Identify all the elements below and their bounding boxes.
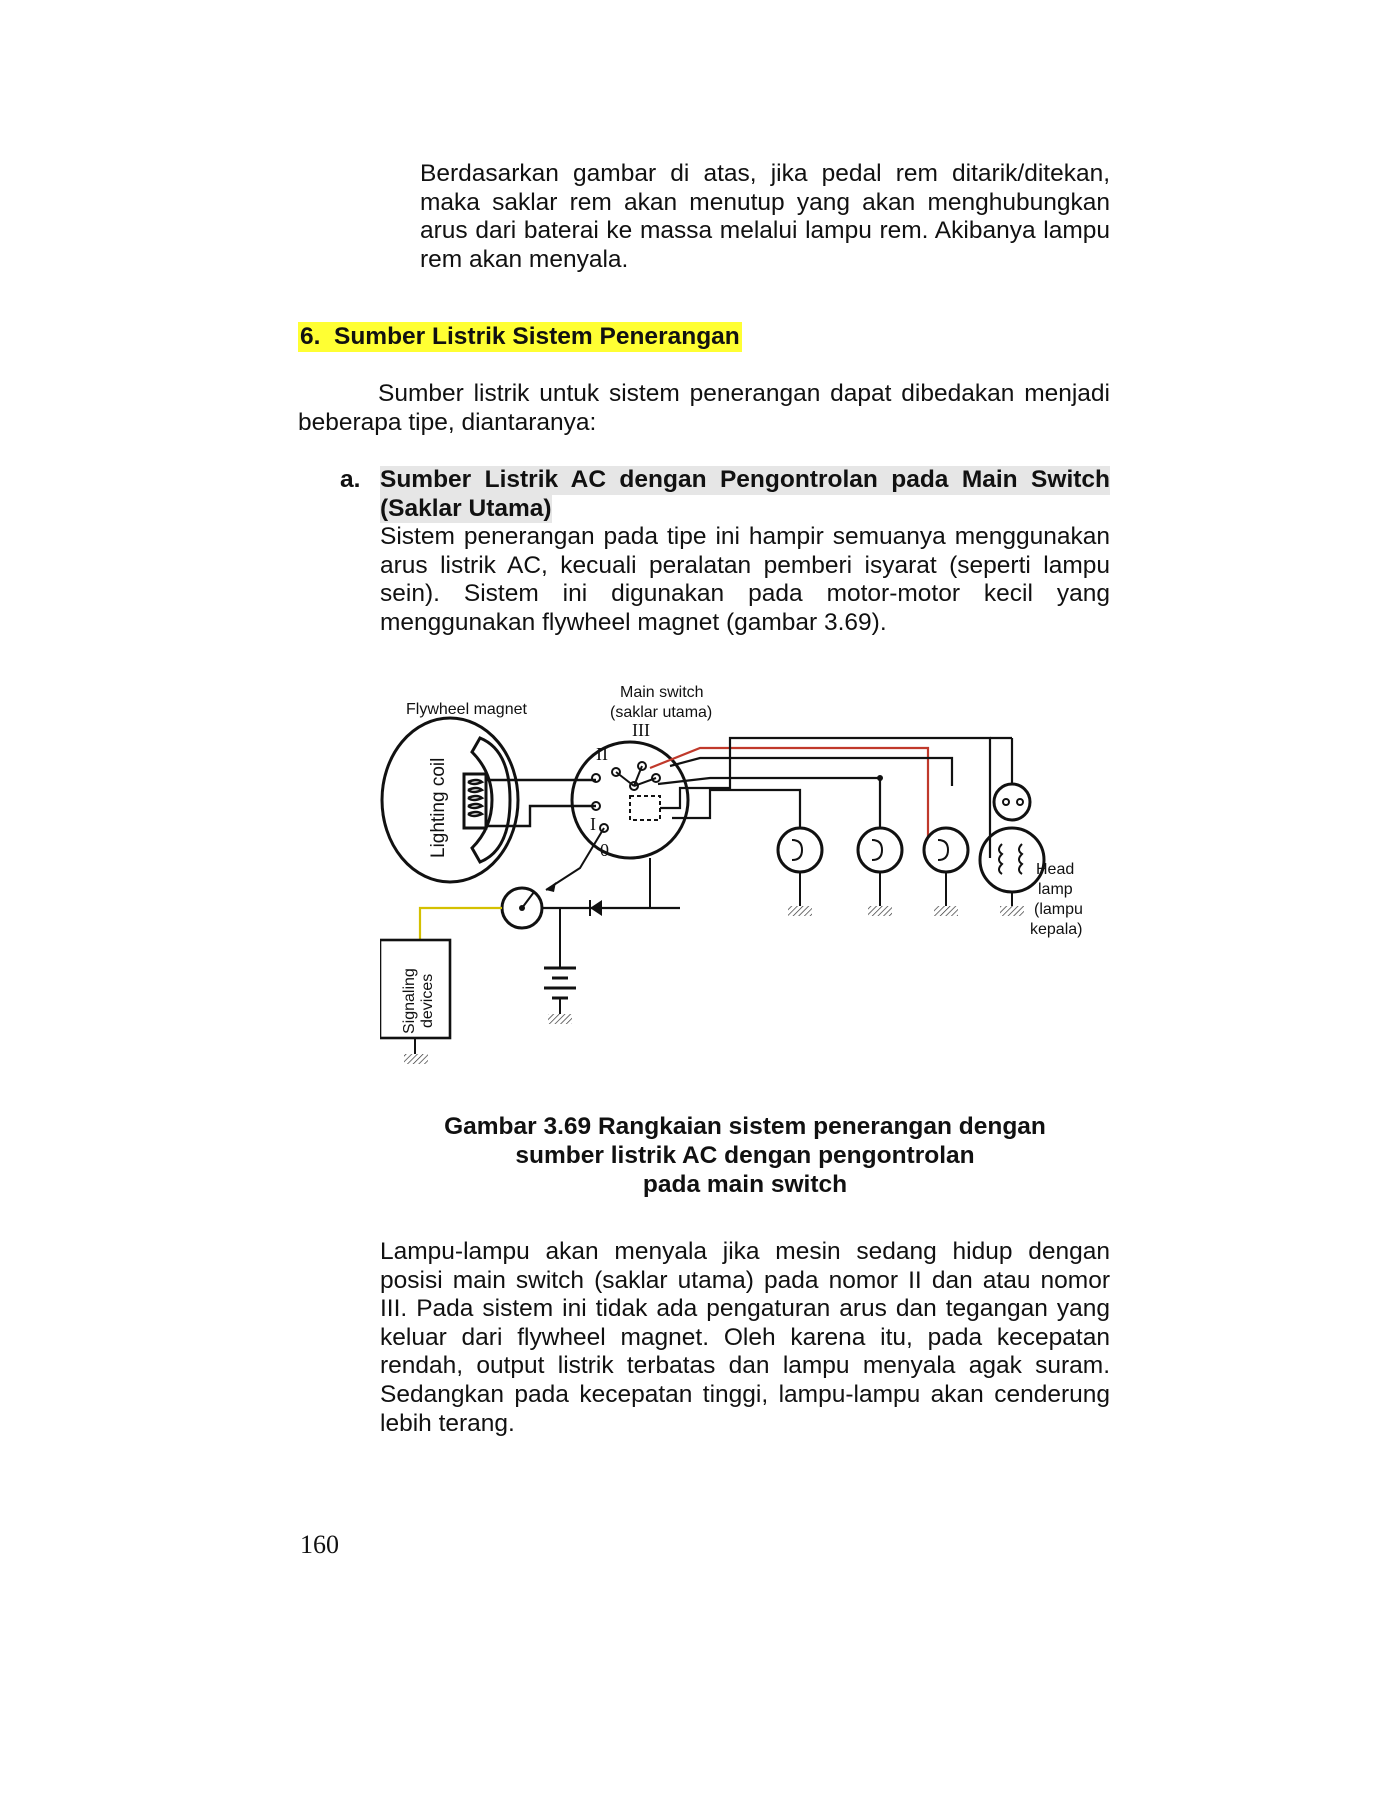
switch-pos-III: III (632, 720, 650, 740)
caption-line3: pada main switch (642, 1171, 848, 1198)
caption-line1: Gambar 3.69 Rangkaian sistem penerangan dengan (444, 1113, 1046, 1140)
subsection-body-paragraph: Sistem penerangan pada tipe ini hampir semuanya menggunakan arus listrik AC, kecuali peralatan pemberi isyarat (seperti lampu sein). Sistem ini digunakan pada motor-motor kecil yang menggunakan flywheel magnet (gambar 3.69). (380, 523, 1110, 636)
battery-symbol (544, 968, 576, 1024)
intro-paragraph: Berdasarkan gambar di atas, jika pedal rem ditarik/ditekan, maka saklar rem akan menutup yang akan menghubungkan arus dari baterai ke massa melalui lampu rem. Akibanya lampu rem akan menyala. (420, 160, 1110, 273)
main-switch-label: Main switch (620, 684, 704, 701)
section-heading (298, 322, 742, 352)
section-title: Sumber Listrik Sistem Penerangan (334, 323, 740, 350)
head-lamp-label-3: (lampu (1034, 901, 1083, 918)
subsection-title-line2: (Saklar Utama) (380, 494, 552, 522)
flywheel-magnet-label: Flywheel magnet (406, 701, 527, 718)
lighting-coil-label: Lighting coil (428, 757, 449, 858)
position-lamp-symbol (924, 828, 968, 916)
signal-switch-symbol (502, 888, 542, 928)
diode-symbol (590, 900, 602, 916)
section-intro-paragraph: Sumber listrik untuk sistem penerangan dapat dibedakan menjadi beberapa tipe, diantaranya: (298, 380, 1110, 436)
figure-caption (380, 1112, 1110, 1199)
meter-lamp-symbol (858, 828, 902, 916)
head-lamp-label-1: Head (1036, 861, 1075, 878)
tail-lamp-symbol (778, 828, 822, 916)
subsection-letter: a. (340, 466, 361, 493)
subsection-title-line1: Sumber Listrik AC dengan Pengontrolan pada Main Switch (380, 466, 1110, 493)
wiring-diagram-svg (380, 678, 1100, 1098)
signaling-devices-box (380, 940, 450, 1064)
signaling-devices-label-2: devices (419, 973, 436, 1028)
page-number: 160 (300, 1530, 339, 1559)
head-lamp-label-4: kepala) (1030, 921, 1083, 938)
switch-pos-I: I (590, 814, 596, 834)
switch-pos-II: II (596, 744, 608, 764)
signaling-devices-label-1: Signaling (401, 968, 418, 1034)
subsection-title (380, 466, 1110, 523)
closing-paragraph: Lampu-lampu akan menyala jika mesin sedang hidup dengan posisi main switch (saklar utama) pada nomor II dan atau nomor III. Pada sistem ini tidak ada pengaturan arus dan tegangan yang keluar dari flywheel magnet. Oleh karena itu, pada kecepatan rendah, output listrik terbatas dan lampu menyala agak suram. Sedangkan pada kecepatan tinggi, lampu-lampu akan cenderung lebih terang. (380, 1238, 1110, 1437)
section-number: 6. (300, 323, 321, 350)
main-switch-sublabel: (saklar utama) (610, 704, 713, 721)
head-lamp-label-2: lamp (1038, 881, 1073, 898)
switch-pos-0: 0 (600, 840, 609, 860)
caption-line2: sumber listrik AC dengan pengontrolan (515, 1142, 975, 1169)
flywheel-magnet-symbol (382, 718, 518, 882)
wiring-diagram-figure (380, 678, 1100, 1098)
